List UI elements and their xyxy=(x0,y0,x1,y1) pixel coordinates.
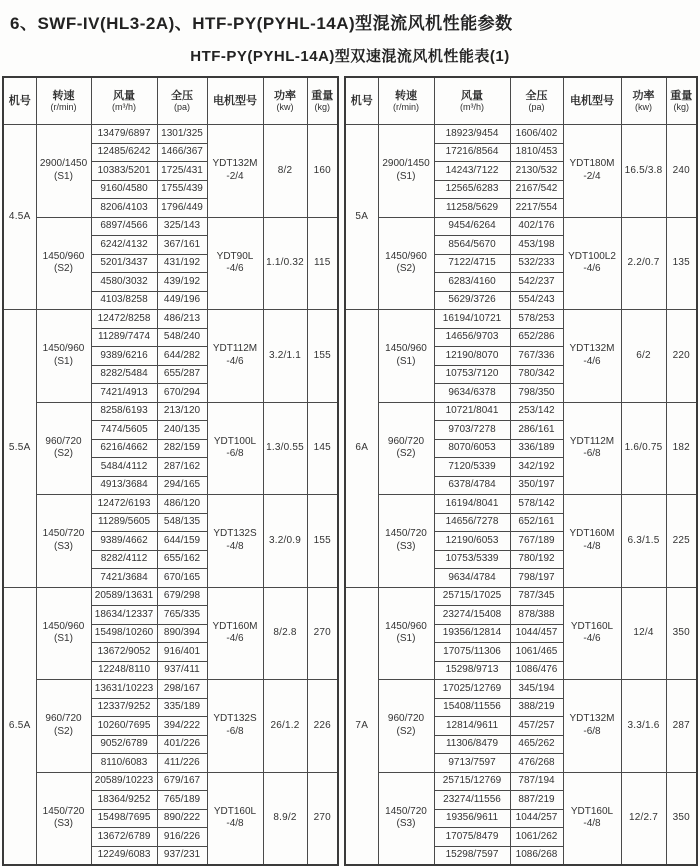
table-row xyxy=(345,772,697,791)
flow-cell: 13672/9052 xyxy=(91,643,157,662)
pressure-cell: 679/167 xyxy=(157,772,207,791)
motor-cell: YDT90L -4/6 xyxy=(207,217,263,310)
motor-cell: YDT100L -6/8 xyxy=(207,402,263,495)
flow-cell: 11289/7474 xyxy=(91,328,157,347)
pressure-cell: 2217/554 xyxy=(510,199,563,218)
column-header-全压: 全压 (pa) xyxy=(157,77,207,125)
flow-cell: 12337/9252 xyxy=(91,698,157,717)
pressure-cell: 767/189 xyxy=(510,532,563,551)
pressure-cell: 298/167 xyxy=(157,680,207,699)
speed-cell: 1450/960 (S1) xyxy=(378,587,434,680)
power-cell: 8/2.8 xyxy=(263,587,307,680)
pressure-cell: 780/192 xyxy=(510,550,563,569)
pressure-cell: 578/142 xyxy=(510,495,563,514)
flow-cell: 17025/12769 xyxy=(434,680,510,699)
pressure-cell: 350/197 xyxy=(510,476,563,495)
pressure-cell: 1061/262 xyxy=(510,828,563,847)
pressure-cell: 670/165 xyxy=(157,569,207,588)
flow-cell: 20589/10223 xyxy=(91,772,157,791)
pressure-cell: 798/197 xyxy=(510,569,563,588)
flow-cell: 7122/4715 xyxy=(434,254,510,273)
motor-cell: YDT100L2 -4/6 xyxy=(563,217,621,310)
pressure-cell: 2130/532 xyxy=(510,162,563,181)
pressure-cell: 578/253 xyxy=(510,310,563,329)
flow-cell: 12472/8258 xyxy=(91,310,157,329)
pressure-cell: 476/268 xyxy=(510,754,563,773)
motor-cell: YDT132M -6/8 xyxy=(563,680,621,773)
table-row xyxy=(3,310,338,329)
flow-cell: 9052/6789 xyxy=(91,735,157,754)
pressure-cell: 532/233 xyxy=(510,254,563,273)
flow-cell: 6283/4160 xyxy=(434,273,510,292)
table-row xyxy=(3,217,338,236)
pressure-cell: 336/189 xyxy=(510,439,563,458)
pressure-cell: 402/176 xyxy=(510,217,563,236)
pressure-cell: 439/192 xyxy=(157,273,207,292)
model-cell: 5.5A xyxy=(3,310,36,588)
performance-table-left xyxy=(2,76,339,866)
column-header-风量: 风量 (m³/h) xyxy=(91,77,157,125)
page-title: 6、SWF-IV(HL3-2A)、HTF-PY(PYHL-14A)型混流风机性能参数 xyxy=(10,14,513,33)
pressure-cell: 1086/268 xyxy=(510,846,563,865)
pressure-cell: 652/286 xyxy=(510,328,563,347)
flow-cell: 10260/7695 xyxy=(91,717,157,736)
pressure-cell: 411/226 xyxy=(157,754,207,773)
flow-cell: 16194/8041 xyxy=(434,495,510,514)
flow-cell: 13672/6789 xyxy=(91,828,157,847)
pressure-cell: 916/226 xyxy=(157,828,207,847)
flow-cell: 9713/7597 xyxy=(434,754,510,773)
power-cell: 26/1.2 xyxy=(263,680,307,773)
pressure-cell: 282/159 xyxy=(157,439,207,458)
flow-cell: 5629/3726 xyxy=(434,291,510,310)
flow-cell: 10753/5339 xyxy=(434,550,510,569)
power-cell: 3.2/1.1 xyxy=(263,310,307,403)
pressure-cell: 765/189 xyxy=(157,791,207,810)
pressure-cell: 1725/431 xyxy=(157,162,207,181)
flow-cell: 18923/9454 xyxy=(434,125,510,144)
column-header-转速: 转速 (r/min) xyxy=(36,77,91,125)
speed-cell: 1450/960 (S2) xyxy=(378,217,434,310)
pressure-cell: 342/192 xyxy=(510,458,563,477)
column-header-重量: 重量 (kg) xyxy=(307,77,338,125)
flow-cell: 19356/9611 xyxy=(434,809,510,828)
flow-cell: 7120/5339 xyxy=(434,458,510,477)
table-row xyxy=(3,587,338,606)
table-row xyxy=(3,402,338,421)
pressure-cell: 335/189 xyxy=(157,698,207,717)
speed-cell: 1450/720 (S3) xyxy=(378,495,434,588)
flow-cell: 17075/8479 xyxy=(434,828,510,847)
pressure-cell: 1796/449 xyxy=(157,199,207,218)
weight-cell: 225 xyxy=(666,495,697,588)
table-row xyxy=(345,587,697,606)
pressure-cell: 542/237 xyxy=(510,273,563,292)
pressure-cell: 1086/476 xyxy=(510,661,563,680)
pressure-cell: 798/350 xyxy=(510,384,563,403)
flow-cell: 9634/6378 xyxy=(434,384,510,403)
flow-cell: 9389/6216 xyxy=(91,347,157,366)
table-row xyxy=(345,125,697,144)
pressure-cell: 253/142 xyxy=(510,402,563,421)
flow-cell: 12190/6053 xyxy=(434,532,510,551)
motor-cell: YDT180M -2/4 xyxy=(563,125,621,218)
flow-cell: 4913/3684 xyxy=(91,476,157,495)
flow-cell: 4580/3032 xyxy=(91,273,157,292)
weight-cell: 270 xyxy=(307,772,338,865)
tables-container xyxy=(0,76,700,866)
table-row xyxy=(3,495,338,514)
column-header-转速: 转速 (r/min) xyxy=(378,77,434,125)
motor-cell: YDT112M -4/6 xyxy=(207,310,263,403)
flow-cell: 13631/10223 xyxy=(91,680,157,699)
speed-cell: 2900/1450 (S1) xyxy=(36,125,91,218)
flow-cell: 12814/9611 xyxy=(434,717,510,736)
power-cell: 1.6/0.75 xyxy=(621,402,666,495)
pressure-cell: 890/394 xyxy=(157,624,207,643)
flow-cell: 17075/11306 xyxy=(434,643,510,662)
power-cell: 6.3/1.5 xyxy=(621,495,666,588)
flow-cell: 9389/4662 xyxy=(91,532,157,551)
weight-cell: 135 xyxy=(666,217,697,310)
table-row xyxy=(345,310,697,329)
flow-cell: 5484/4112 xyxy=(91,458,157,477)
pressure-cell: 1810/453 xyxy=(510,143,563,162)
pressure-cell: 655/287 xyxy=(157,365,207,384)
pressure-cell: 554/243 xyxy=(510,291,563,310)
pressure-cell: 644/159 xyxy=(157,532,207,551)
pressure-cell: 787/194 xyxy=(510,772,563,791)
weight-cell: 182 xyxy=(666,402,697,495)
flow-cell: 11289/5605 xyxy=(91,513,157,532)
pressure-cell: 765/335 xyxy=(157,606,207,625)
pressure-cell: 767/336 xyxy=(510,347,563,366)
motor-cell: YDT160L -4/8 xyxy=(207,772,263,865)
speed-cell: 1450/720 (S3) xyxy=(36,772,91,865)
motor-cell: YDT112M -6/8 xyxy=(563,402,621,495)
weight-cell: 350 xyxy=(666,772,697,865)
flow-cell: 23274/11556 xyxy=(434,791,510,810)
power-cell: 3.2/0.9 xyxy=(263,495,307,588)
speed-cell: 1450/720 (S3) xyxy=(36,495,91,588)
power-cell: 12/4 xyxy=(621,587,666,680)
power-cell: 3.3/1.6 xyxy=(621,680,666,773)
flow-cell: 12565/6283 xyxy=(434,180,510,199)
flow-cell: 8282/4112 xyxy=(91,550,157,569)
pressure-cell: 679/298 xyxy=(157,587,207,606)
column-header-重量: 重量 (kg) xyxy=(666,77,697,125)
pressure-cell: 937/231 xyxy=(157,846,207,865)
flow-cell: 9703/7278 xyxy=(434,421,510,440)
speed-cell: 1450/960 (S2) xyxy=(36,217,91,310)
flow-cell: 18634/12337 xyxy=(91,606,157,625)
flow-cell: 4103/8258 xyxy=(91,291,157,310)
pressure-cell: 780/342 xyxy=(510,365,563,384)
pressure-cell: 1301/325 xyxy=(157,125,207,144)
weight-cell: 350 xyxy=(666,587,697,680)
flow-cell: 16194/10721 xyxy=(434,310,510,329)
motor-cell: YDT160L -4/8 xyxy=(563,772,621,865)
flow-cell: 11306/8479 xyxy=(434,735,510,754)
flow-cell: 10383/5201 xyxy=(91,162,157,181)
flow-cell: 23274/15408 xyxy=(434,606,510,625)
speed-cell: 1450/960 (S1) xyxy=(36,310,91,403)
weight-cell: 160 xyxy=(307,125,338,218)
power-cell: 1.3/0.55 xyxy=(263,402,307,495)
column-header-电机型号: 电机型号 xyxy=(563,77,621,125)
pressure-cell: 287/162 xyxy=(157,458,207,477)
speed-cell: 960/720 (S2) xyxy=(378,680,434,773)
motor-cell: YDT160M -4/6 xyxy=(207,587,263,680)
speed-cell: 1450/960 (S1) xyxy=(378,310,434,403)
flow-cell: 6378/4784 xyxy=(434,476,510,495)
pressure-cell: 394/222 xyxy=(157,717,207,736)
pressure-cell: 325/143 xyxy=(157,217,207,236)
flow-cell: 10753/7120 xyxy=(434,365,510,384)
column-header-功率: 功率 (kw) xyxy=(621,77,666,125)
model-cell: 6.5A xyxy=(3,587,36,865)
model-cell: 4.5A xyxy=(3,125,36,310)
speed-cell: 960/720 (S2) xyxy=(378,402,434,495)
flow-cell: 8258/6193 xyxy=(91,402,157,421)
table-subtitle: HTF-PY(PYHL-14A)型双速混流风机性能表(1) xyxy=(190,48,510,65)
pressure-cell: 465/262 xyxy=(510,735,563,754)
flow-cell: 17216/8564 xyxy=(434,143,510,162)
table-row xyxy=(345,217,697,236)
power-cell: 16.5/3.8 xyxy=(621,125,666,218)
weight-cell: 145 xyxy=(307,402,338,495)
table-row xyxy=(3,680,338,699)
weight-cell: 287 xyxy=(666,680,697,773)
flow-cell: 12190/8070 xyxy=(434,347,510,366)
pressure-cell: 644/282 xyxy=(157,347,207,366)
flow-cell: 14656/7278 xyxy=(434,513,510,532)
weight-cell: 240 xyxy=(666,125,697,218)
flow-cell: 14656/9703 xyxy=(434,328,510,347)
table-row xyxy=(3,125,338,144)
flow-cell: 12485/6242 xyxy=(91,143,157,162)
flow-cell: 9160/4580 xyxy=(91,180,157,199)
column-header-全压: 全压 (pa) xyxy=(510,77,563,125)
pressure-cell: 655/162 xyxy=(157,550,207,569)
pressure-cell: 449/196 xyxy=(157,291,207,310)
pressure-cell: 457/257 xyxy=(510,717,563,736)
model-cell: 6A xyxy=(345,310,378,588)
flow-cell: 8564/5670 xyxy=(434,236,510,255)
table-row xyxy=(345,402,697,421)
pressure-cell: 401/226 xyxy=(157,735,207,754)
pressure-cell: 548/240 xyxy=(157,328,207,347)
column-header-风量: 风量 (m³/h) xyxy=(434,77,510,125)
pressure-cell: 345/194 xyxy=(510,680,563,699)
pressure-cell: 486/213 xyxy=(157,310,207,329)
pressure-cell: 453/198 xyxy=(510,236,563,255)
power-cell: 8/2 xyxy=(263,125,307,218)
flow-cell: 7421/3684 xyxy=(91,569,157,588)
flow-cell: 25715/17025 xyxy=(434,587,510,606)
power-cell: 1.1/0.32 xyxy=(263,217,307,310)
flow-cell: 12472/6193 xyxy=(91,495,157,514)
flow-cell: 20589/13631 xyxy=(91,587,157,606)
weight-cell: 220 xyxy=(666,310,697,403)
flow-cell: 8110/6083 xyxy=(91,754,157,773)
weight-cell: 115 xyxy=(307,217,338,310)
column-header-功率: 功率 (kw) xyxy=(263,77,307,125)
flow-cell: 9454/6264 xyxy=(434,217,510,236)
table-row xyxy=(345,680,697,699)
flow-cell: 15298/9713 xyxy=(434,661,510,680)
weight-cell: 155 xyxy=(307,495,338,588)
motor-cell: YDT132M -4/6 xyxy=(563,310,621,403)
speed-cell: 1450/720 (S3) xyxy=(378,772,434,865)
pressure-cell: 1755/439 xyxy=(157,180,207,199)
pressure-cell: 431/192 xyxy=(157,254,207,273)
pressure-cell: 367/161 xyxy=(157,236,207,255)
header-row xyxy=(345,77,697,125)
speed-cell: 1450/960 (S1) xyxy=(36,587,91,680)
pressure-cell: 787/345 xyxy=(510,587,563,606)
flow-cell: 13479/6897 xyxy=(91,125,157,144)
flow-cell: 8206/4103 xyxy=(91,199,157,218)
speed-cell: 2900/1450 (S1) xyxy=(378,125,434,218)
model-cell: 5A xyxy=(345,125,378,310)
speed-cell: 960/720 (S2) xyxy=(36,680,91,773)
flow-cell: 15498/10260 xyxy=(91,624,157,643)
flow-cell: 7421/4913 xyxy=(91,384,157,403)
motor-cell: YDT160L -4/6 xyxy=(563,587,621,680)
pressure-cell: 294/165 xyxy=(157,476,207,495)
flow-cell: 10721/8041 xyxy=(434,402,510,421)
pressure-cell: 878/388 xyxy=(510,606,563,625)
pressure-cell: 1044/257 xyxy=(510,809,563,828)
pressure-cell: 1466/367 xyxy=(157,143,207,162)
pressure-cell: 937/411 xyxy=(157,661,207,680)
pressure-cell: 286/161 xyxy=(510,421,563,440)
flow-cell: 18364/9252 xyxy=(91,791,157,810)
pressure-cell: 486/120 xyxy=(157,495,207,514)
flow-cell: 6897/4566 xyxy=(91,217,157,236)
column-header-机号: 机号 xyxy=(3,77,36,125)
flow-cell: 8070/6053 xyxy=(434,439,510,458)
pressure-cell: 2167/542 xyxy=(510,180,563,199)
motor-cell: YDT132S -6/8 xyxy=(207,680,263,773)
column-header-机号: 机号 xyxy=(345,77,378,125)
motor-cell: YDT132S -4/8 xyxy=(207,495,263,588)
flow-cell: 15298/7597 xyxy=(434,846,510,865)
power-cell: 12/2.7 xyxy=(621,772,666,865)
header-row xyxy=(3,77,338,125)
pressure-cell: 890/222 xyxy=(157,809,207,828)
pressure-cell: 388/219 xyxy=(510,698,563,717)
column-header-电机型号: 电机型号 xyxy=(207,77,263,125)
power-cell: 8.9/2 xyxy=(263,772,307,865)
flow-cell: 6242/4132 xyxy=(91,236,157,255)
weight-cell: 226 xyxy=(307,680,338,773)
performance-table-right xyxy=(344,76,698,866)
flow-cell: 5201/3437 xyxy=(91,254,157,273)
speed-cell: 960/720 (S2) xyxy=(36,402,91,495)
table-row xyxy=(345,495,697,514)
weight-cell: 270 xyxy=(307,587,338,680)
flow-cell: 15498/7695 xyxy=(91,809,157,828)
pressure-cell: 887/219 xyxy=(510,791,563,810)
flow-cell: 12249/6083 xyxy=(91,846,157,865)
weight-cell: 155 xyxy=(307,310,338,403)
flow-cell: 15408/11556 xyxy=(434,698,510,717)
flow-cell: 6216/4662 xyxy=(91,439,157,458)
motor-cell: YDT132M -2/4 xyxy=(207,125,263,218)
flow-cell: 7474/5605 xyxy=(91,421,157,440)
pressure-cell: 240/135 xyxy=(157,421,207,440)
pressure-cell: 1061/465 xyxy=(510,643,563,662)
pressure-cell: 1044/457 xyxy=(510,624,563,643)
pressure-cell: 1606/402 xyxy=(510,125,563,144)
flow-cell: 14243/7122 xyxy=(434,162,510,181)
power-cell: 6/2 xyxy=(621,310,666,403)
motor-cell: YDT160M -4/8 xyxy=(563,495,621,588)
pressure-cell: 548/135 xyxy=(157,513,207,532)
flow-cell: 8282/5484 xyxy=(91,365,157,384)
pressure-cell: 652/161 xyxy=(510,513,563,532)
flow-cell: 11258/5629 xyxy=(434,199,510,218)
flow-cell: 12248/8110 xyxy=(91,661,157,680)
flow-cell: 9634/4784 xyxy=(434,569,510,588)
pressure-cell: 213/120 xyxy=(157,402,207,421)
power-cell: 2.2/0.7 xyxy=(621,217,666,310)
flow-cell: 19356/12814 xyxy=(434,624,510,643)
pressure-cell: 670/294 xyxy=(157,384,207,403)
model-cell: 7A xyxy=(345,587,378,865)
table-row xyxy=(3,772,338,791)
pressure-cell: 916/401 xyxy=(157,643,207,662)
flow-cell: 25715/12769 xyxy=(434,772,510,791)
